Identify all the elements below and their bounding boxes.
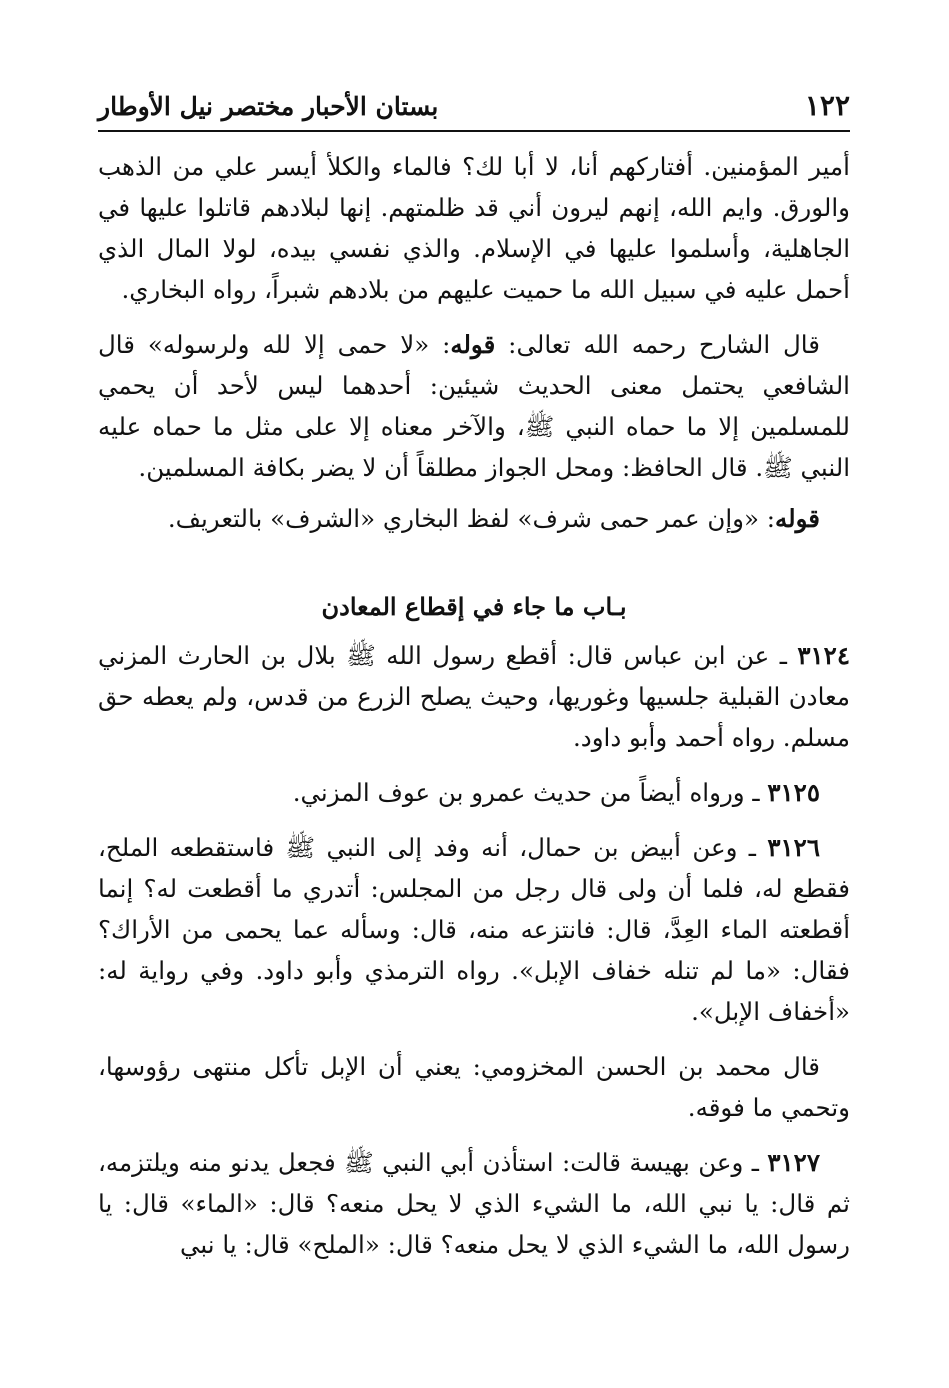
hadith-text: ـ وعن أبيض بن حمال، أنه وفد إلى النبي ﷺ فاستقطعه الملح، فقطع له، فلما أن ولى قال رجل من المجلس: أتدري ما أقطعت له؟ إنما أقطعته الماء العِدَّ، قال: فانتزعه منه، قال: وسأله عما يحمى من الأراك؟ فقال: «ما لم تنله خفاف الإبل». رواه الترمذي وأبو داود. وفي رواية له: «أخفاف الإبل». [98, 833, 850, 1026]
running-header [98, 86, 850, 132]
note-text: : «وإن عمر حمى شرف» لفظ البخاري «الشرف» بالتعريف. [167, 504, 776, 533]
paragraph-continuation: أمير المؤمنين. أفتاركهم أنا، لا أبا لك؟ فالماء والكلأ أيسر علي من الذهب والورق. وايم الله، إنهم ليرون أني قد ظلمتهم. إنها لبلادهم قاتلوا عليها في الجاهلية، وأسلموا عليها في الإسلام. والذي نفسي بيده، لولا المال الذي أحمل عليه في سبيل الله ما حميت عليهم من بلادهم شبراً، رواه البخاري. [98, 152, 850, 304]
book-title: بستان الأحبار مختصر نيل الأوطار [98, 92, 439, 121]
commentary-text: : «لا حمى إلا لله ولرسوله» قال الشافعي يحتمل معنى الحديث شيئين: أحدهما ليس لأحد أن يحمي للمسلمين إلا ما حماه النبي ﷺ، والآخر معناه إلا على مثل ما حماه عليه النبي ﷺ. قال الحافظ: ومحل الجواز مطلقاً أن لا يضر بكافة المسلمين. [98, 330, 850, 482]
hadith-text: ـ عن ابن عباس قال: أقطع رسول الله ﷺ بلال بن الحارث المزني معادن القبلية جلسيها وغوريها، وحيث يصلح الزرع من قدس، ولم يعطه حق مسلم. رواه أحمد وأبو داود. [98, 641, 850, 752]
note-paragraph [98, 498, 850, 539]
qawluhu-label: قوله [450, 330, 496, 359]
chapter-heading: بـاب ما جاء في إقطاع المعادن [321, 592, 627, 621]
hadith-3126 [98, 827, 850, 1032]
page-number: ١٢٢ [804, 89, 850, 122]
commentary-lead: قال الشارح رحمه الله تعالى: [495, 330, 820, 359]
hadith-text: ـ وعن بهيسة قالت: استأذن أبي النبي ﷺ فجعل يدنو منه ويلتزمه، ثم قال: يا نبي الله، ما الشيء الذي لا يحل منعه؟ قال: «الماء» قال: يا رسول الله، ما الشيء الذي لا يحل منعه؟ قال: «الملح» قال: يا نبي [98, 1148, 850, 1259]
hadith-number: ٣١٢٤ [797, 641, 850, 670]
hadith-3127 [98, 1142, 850, 1265]
commentary-makhzumi: قال محمد بن الحسن المخزومي: يعني أن الإبل تأكل منتهى رؤوسها، وتحمي ما فوقه. [98, 1052, 850, 1122]
book-page [98, 86, 850, 1376]
hadith-3124 [98, 635, 850, 758]
hadith-text: ـ ورواه أيضاً من حديث عمرو بن عوف المزني. [292, 778, 768, 807]
hadith-3125 [98, 772, 850, 813]
hadith-number: ٣١٢٦ [767, 833, 820, 862]
hadith-number: ٣١٢٥ [767, 778, 820, 807]
hadith-number: ٣١٢٧ [767, 1148, 820, 1177]
commentary-paragraph [98, 324, 850, 488]
qawluhu-label-2: قوله [775, 504, 820, 533]
